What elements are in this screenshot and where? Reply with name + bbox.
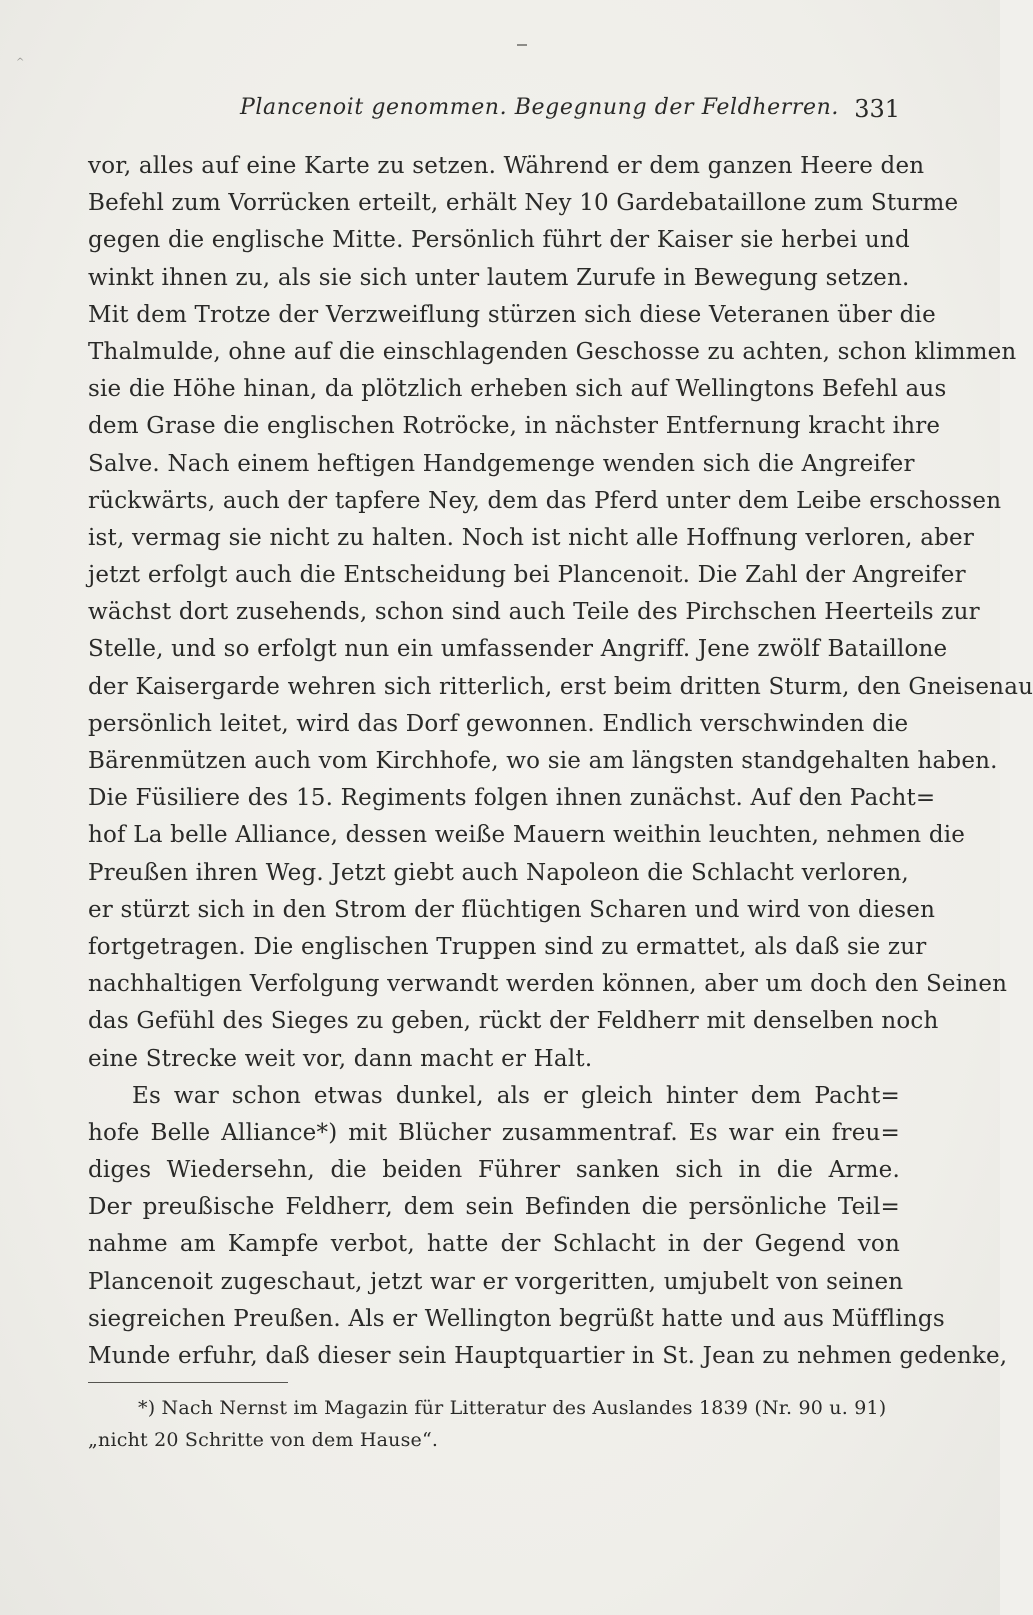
text-line: Der preußische Feldherr, dem sein Befinden die persönliche Teil= bbox=[88, 1194, 900, 1221]
text-line: ist, vermag sie nicht zu halten. Noch ist nicht alle Hoffnung verloren, aber bbox=[88, 524, 975, 551]
text-line: gegen die englische Mitte. Persönlich führt der Kaiser sie herbei und bbox=[88, 227, 910, 254]
text-line: vor, alles auf eine Karte zu setzen. Während er dem ganzen Heere den bbox=[88, 153, 925, 179]
text-line: der Kaisergarde wehren sich ritterlich, erst beim dritten Sturm, den Gneisenau bbox=[88, 673, 1033, 700]
paragraph-start-line: Es war schon etwas dunkel, als er gleich hinter dem Pacht= bbox=[132, 1082, 900, 1109]
footnote-rule bbox=[88, 1382, 288, 1383]
text-line: hofe Belle Alliance*) mit Blücher zusammentraf. Es war ein freu= bbox=[88, 1119, 900, 1146]
text-line: nahme am Kampfe verbot, hatte der Schlacht in der Gegend von bbox=[88, 1231, 900, 1258]
text-line: Bärenmützen auch vom Kirchhofe, wo sie am längsten standgehalten haben. bbox=[88, 748, 998, 774]
body-text bbox=[88, 148, 1033, 1375]
text-line: das Gefühl des Sieges zu geben, rückt der Feldherr mit denselben noch bbox=[88, 1008, 939, 1035]
text-line: jetzt erfolgt auch die Entscheidung bei Plancenoit. Die Zahl der Angreifer bbox=[88, 562, 966, 589]
text-line: sie die Höhe hinan, da plötzlich erheben sich auf Wellingtons Befehl aus bbox=[88, 376, 947, 403]
text-line: Befehl zum Vorrücken erteilt, erhält Ney 10 Gardebataillone zum Sturme bbox=[88, 190, 959, 217]
text-line: Thalmulde, ohne auf die einschlagenden Geschosse zu achten, schon klimmen bbox=[88, 338, 1017, 365]
page-number: 331 bbox=[854, 95, 900, 123]
text-line: rückwärts, auch der tapfere Ney, dem das Pferd unter dem Leibe erschossen bbox=[88, 487, 1002, 514]
text-line: Preußen ihren Weg. Jetzt giebt auch Napoleon die Schlacht verloren, bbox=[88, 859, 909, 886]
text-line: diges Wiedersehn, die beiden Führer sanken sich in die Arme. bbox=[88, 1157, 900, 1184]
text-line: dem Grase die englischen Rotröcke, in nächster Entfernung kracht ihre bbox=[88, 413, 941, 440]
paragraph-end-line: eine Strecke weit vor, dann macht er Halt. bbox=[88, 1045, 593, 1072]
text-line: winkt ihnen zu, als sie sich unter lautem Zurufe in Bewegung setzen. bbox=[88, 264, 910, 291]
text-line: wächst dort zusehends, schon sind auch Teile des Pirchschen Heerteils zur bbox=[88, 599, 980, 626]
running-title: Plancenoit genommen. Begegnung der Feldherren. bbox=[240, 95, 839, 120]
text-line: Salve. Nach einem heftigen Handgemenge wenden sich die Angreifer bbox=[88, 450, 915, 477]
footnote-line: *) Nach Nernst im Magazin für Litteratur des Auslandes 1839 (Nr. 90 u. 91) bbox=[138, 1397, 887, 1419]
footnote bbox=[88, 1392, 900, 1456]
text-line: fortgetragen. Die englischen Truppen sind zu ermattet, als daß sie zur bbox=[88, 933, 927, 960]
text-line: Stelle, und so erfolgt nun ein umfassender Angriff. Jene zwölf Bataillone bbox=[88, 636, 948, 663]
footnote-line: „nicht 20 Schritte von dem Hause“. bbox=[88, 1429, 439, 1451]
corner-speck: ^ bbox=[16, 57, 25, 68]
text-line: siegreichen Preußen. Als er Wellington begrüßt hatte und aus Müfflings bbox=[88, 1305, 945, 1332]
text-line: Mit dem Trotze der Verzweiflung stürzen sich diese Veteranen über die bbox=[88, 301, 936, 328]
running-head bbox=[88, 95, 900, 131]
text-line: Plancenoit zugeschaut, jetzt war er vorgeritten, umjubelt von seinen bbox=[88, 1268, 904, 1295]
text-line: hof La belle Alliance, dessen weiße Mauern weithin leuchten, nehmen die bbox=[88, 822, 966, 849]
print-mark bbox=[517, 44, 527, 46]
text-line: er stürzt sich in den Strom der flüchtigen Scharen und wird von diesen bbox=[88, 896, 936, 923]
text-line: nachhaltigen Verfolgung verwandt werden können, aber um doch den Seinen bbox=[88, 971, 1008, 998]
text-line: Die Füsiliere des 15. Regiments folgen ihnen zunächst. Auf den Pacht= bbox=[88, 785, 936, 812]
text-line: persönlich leitet, wird das Dorf gewonnen. Endlich verschwinden die bbox=[88, 710, 909, 737]
text-line: Munde erfuhr, daß dieser sein Hauptquartier in St. Jean zu nehmen gedenke, bbox=[88, 1343, 1008, 1369]
